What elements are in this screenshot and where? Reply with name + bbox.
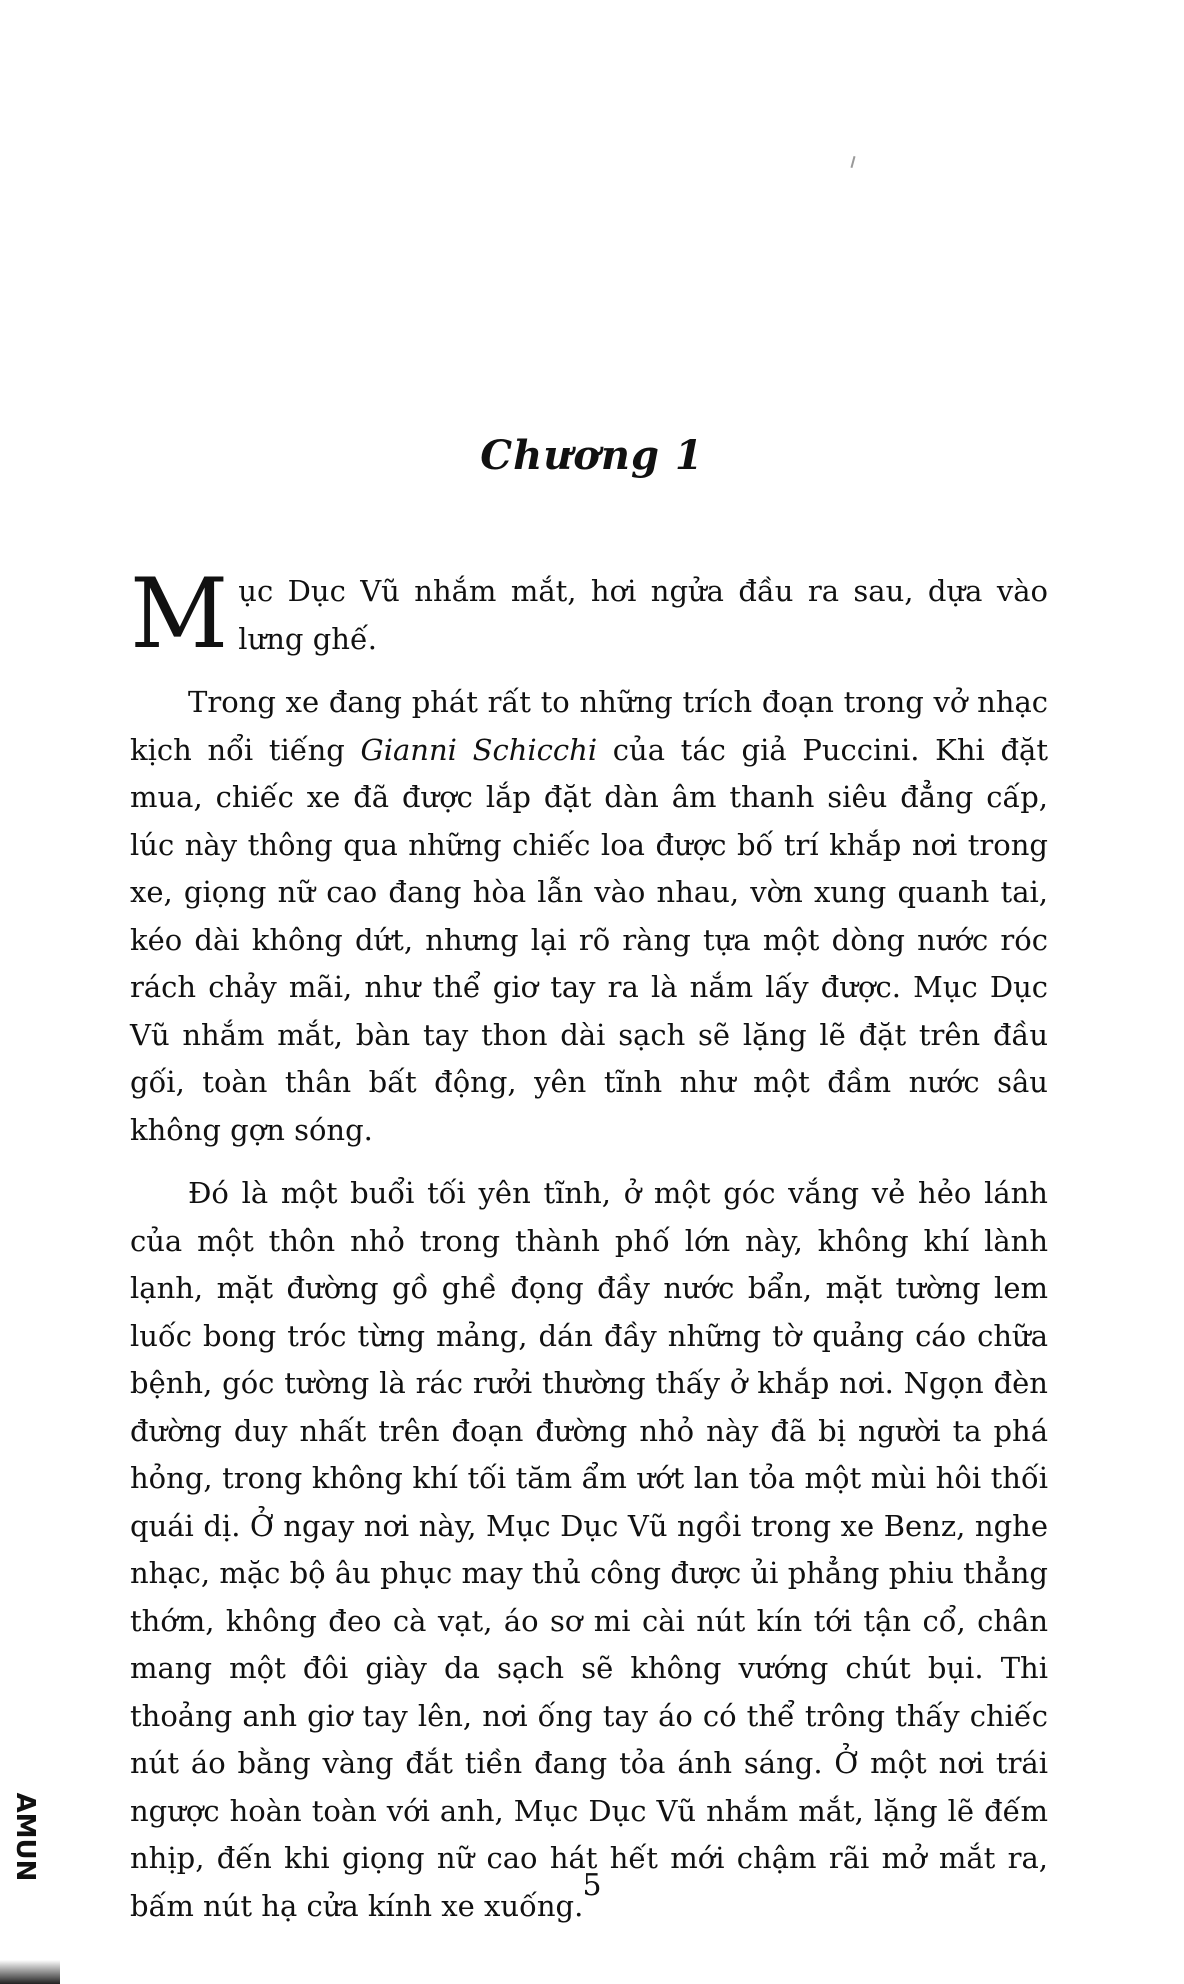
drop-cap: M bbox=[130, 558, 229, 670]
scan-edge-shadow bbox=[0, 1960, 60, 1984]
chapter-body bbox=[130, 558, 1048, 1946]
chapter-heading: Chương 1 bbox=[480, 432, 704, 479]
paragraph-1-text: ục Dục Vũ nhắm mắt, hơi ngửa đầu ra sau, dựa vào lưng ghế. bbox=[238, 574, 1048, 656]
scan-speck bbox=[850, 156, 855, 168]
page-number: 5 bbox=[582, 1868, 602, 1903]
paragraph-1 bbox=[130, 558, 1048, 670]
opera-title: Gianni Schicchi bbox=[360, 732, 598, 767]
paragraph-2-text-end: của tác giả Puccini. Khi đặt mua, chiếc xe đã được lắp đặt dàn âm thanh siêu đẳng cấp, lúc này thông qua những chiếc loa được bố trí khắp nơi trong xe, giọng nữ cao đang hòa lẫn vào nhau, vờn xung quanh tai, kéo dài không dứt, nhưng lại rõ ràng tựa một dòng nước róc rách chảy mãi, như thể giơ tay ra là nắm lấy được. Mục Dục Vũ nhắm mắt, bàn tay thon dài sạch sẽ lặng lẽ đặt trên đầu gối, toàn thân bất động, yên tĩnh như một đầm nước sâu không gợn sóng. bbox=[130, 732, 1048, 1147]
paragraph-2-text-start: Trong xe đang phát rất to những trích đoạn trong vở nhạc kịch nổi tiếng bbox=[130, 685, 1048, 767]
paragraph-3 bbox=[130, 1170, 1048, 1930]
paragraph-3-text: Đó là một buổi tối yên tĩnh, ở một góc vắng vẻ hẻo lánh của một thôn nhỏ trong thành phố lớn này, không khí lành lạnh, mặt đường gồ ghề đọng đầy nước bẩn, mặt tường lem luốc bong tróc từng mảng, dán đầy những tờ quảng cáo chữa bệnh, góc tường là rác rưởi thường thấy ở khắp nơi. Ngọn đèn đường duy nhất trên đoạn đường nhỏ này đã bị người ta phá hỏng, trong không khí tối tăm ẩm ướt lan tỏa một mùi hôi thối quái dị. Ở ngay nơi này, Mục Dục Vũ ngồi trong xe Benz, nghe nhạc, mặc bộ âu phục may thủ công được ủi phẳng phiu thẳng thớm, không đeo cà vạt, áo sơ mi cài nút kín tới tận cổ, chân mang một đôi giày da sạch sẽ không vướng chút bụi. Thi thoảng anh giơ tay lên, nơi ống tay áo có thể trông thấy chiếc nút áo bằng vàng đắt tiền đang tỏa ánh sáng. Ở một nơi trái ngược hoàn toàn với anh, Mục Dục Vũ nhắm mắt, lặng lẽ đếm nhịp, đến khi giọng nữ cao hát hết mới chậm rãi mở mắt ra, bấm nút hạ cửa kính xe xuống. bbox=[130, 1176, 1048, 1923]
publisher-logo: AMUN bbox=[10, 1792, 40, 1882]
paragraph-2 bbox=[130, 679, 1048, 1154]
